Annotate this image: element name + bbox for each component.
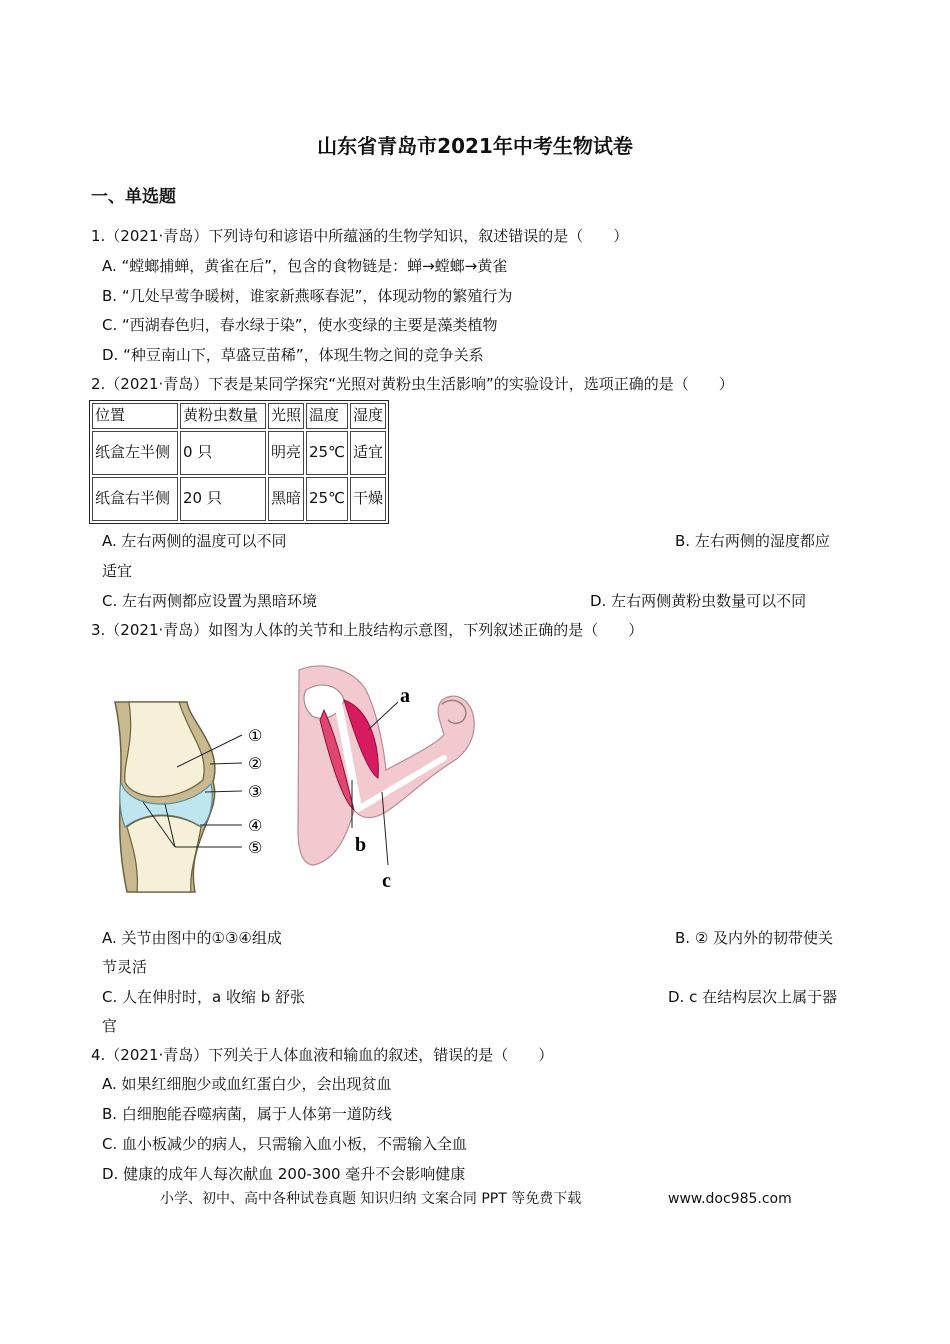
table-cell: 0 只 <box>180 431 266 475</box>
joint-label-2: ② <box>248 754 263 773</box>
arm-label-c: c <box>382 870 391 892</box>
table-cell: 黑暗 <box>268 477 304 521</box>
table-header-cell: 湿度 <box>350 403 386 429</box>
option-d: D. 健康的成年人每次献血 200-300 毫升不会影响健康 <box>102 1165 466 1183</box>
table-header-cell: 位置 <box>92 403 178 429</box>
option-d: D. “种豆南山下，草盛豆苗稀”，体现生物之间的竞争关系 <box>102 346 484 364</box>
table-cell: 干燥 <box>350 477 386 521</box>
option-c: C. “西湖春色归，春水绿于染”，使水变绿的主要是藻类植物 <box>102 316 498 334</box>
table-cell: 适宜 <box>350 431 386 475</box>
option-b: B. 左右两侧的湿度都应 <box>675 532 830 550</box>
arm-diagram <box>294 660 484 892</box>
option-c: C. 血小板减少的病人，只需输入血小板，不需输入全血 <box>102 1135 468 1153</box>
footer-site[interactable]: www.doc985.com <box>668 1191 792 1207</box>
question-stem: 2.（2021·青岛）下表是某同学探究“光照对黄粉虫生活影响”的实验设计，选项正确的是（ ） <box>91 375 734 393</box>
experiment-table <box>89 400 389 524</box>
section-heading: 一、单选题 <box>91 187 176 207</box>
question-stem: 1.（2021·青岛）下列诗句和谚语中所蕴涵的生物学知识，叙述错误的是（ ） <box>91 227 629 245</box>
table-header-cell: 光照 <box>268 403 304 429</box>
option-b: B. 白细胞能吞噬病菌，属于人体第一道防线 <box>102 1105 392 1123</box>
question-stem: 3.（2021·青岛）如图为人体的关节和上肢结构示意图，下列叙述正确的是（ ） <box>91 621 644 639</box>
option-a: A. 左右两侧的温度可以不同 <box>102 532 287 550</box>
table-cell: 纸盒左半侧 <box>92 431 178 475</box>
joint-label-5: ⑤ <box>248 838 263 857</box>
arm-label-b: b <box>355 834 367 856</box>
joint-diagram <box>105 692 280 894</box>
table-cell: 纸盒右半侧 <box>92 477 178 521</box>
option-c: C. 人在伸肘时，a 收缩 b 舒张 <box>102 988 306 1006</box>
option-c: C. 左右两侧都应设置为黑暗环境 <box>102 592 318 610</box>
arm-label-a: a <box>400 685 410 707</box>
table-header-cell: 黄粉虫数量 <box>180 403 266 429</box>
option-b-continuation: 适宜 <box>102 562 133 580</box>
option-b-continuation: 节灵活 <box>102 958 148 976</box>
table-cell: 25℃ <box>306 477 348 521</box>
option-b: B. ② 及内外的韧带使关 <box>675 929 834 947</box>
option-d: D. c 在结构层次上属于器 <box>668 988 838 1006</box>
table-cell: 25℃ <box>306 431 348 475</box>
table-header-cell: 温度 <box>306 403 348 429</box>
page-title: 山东省青岛市2021年中考生物试卷 <box>317 134 633 158</box>
joint-label-1: ① <box>248 726 263 745</box>
option-b: B. “几处早莺争暖树，谁家新燕啄春泥”，体现动物的繁殖行为 <box>102 287 513 305</box>
question-stem: 4.（2021·青岛）下列关于人体血液和输血的叙述，错误的是（ ） <box>91 1046 554 1064</box>
lower-bone <box>127 816 201 892</box>
option-d: D. 左右两侧黄粉虫数量可以不同 <box>590 592 807 610</box>
table-cell: 20 只 <box>180 477 266 521</box>
table-row <box>92 431 386 475</box>
option-a: A. 如果红细胞少或血红蛋白少，会出现贫血 <box>102 1075 392 1093</box>
joint-label-3: ③ <box>248 782 263 801</box>
option-a: A. 关节由图中的①③④组成 <box>102 929 282 947</box>
option-a: A. “螳螂捕蝉，黄雀在后”，包含的食物链是：蝉→螳螂→黄雀 <box>102 257 508 275</box>
table-row <box>92 477 386 521</box>
table-header-row <box>92 403 386 429</box>
joint-label-4: ④ <box>248 816 263 835</box>
table-cell: 明亮 <box>268 431 304 475</box>
footer-text: 小学、初中、高中各种试卷真题 知识归纳 文案合同 PPT 等免费下载 <box>160 1191 582 1207</box>
option-d-continuation: 官 <box>102 1017 118 1035</box>
